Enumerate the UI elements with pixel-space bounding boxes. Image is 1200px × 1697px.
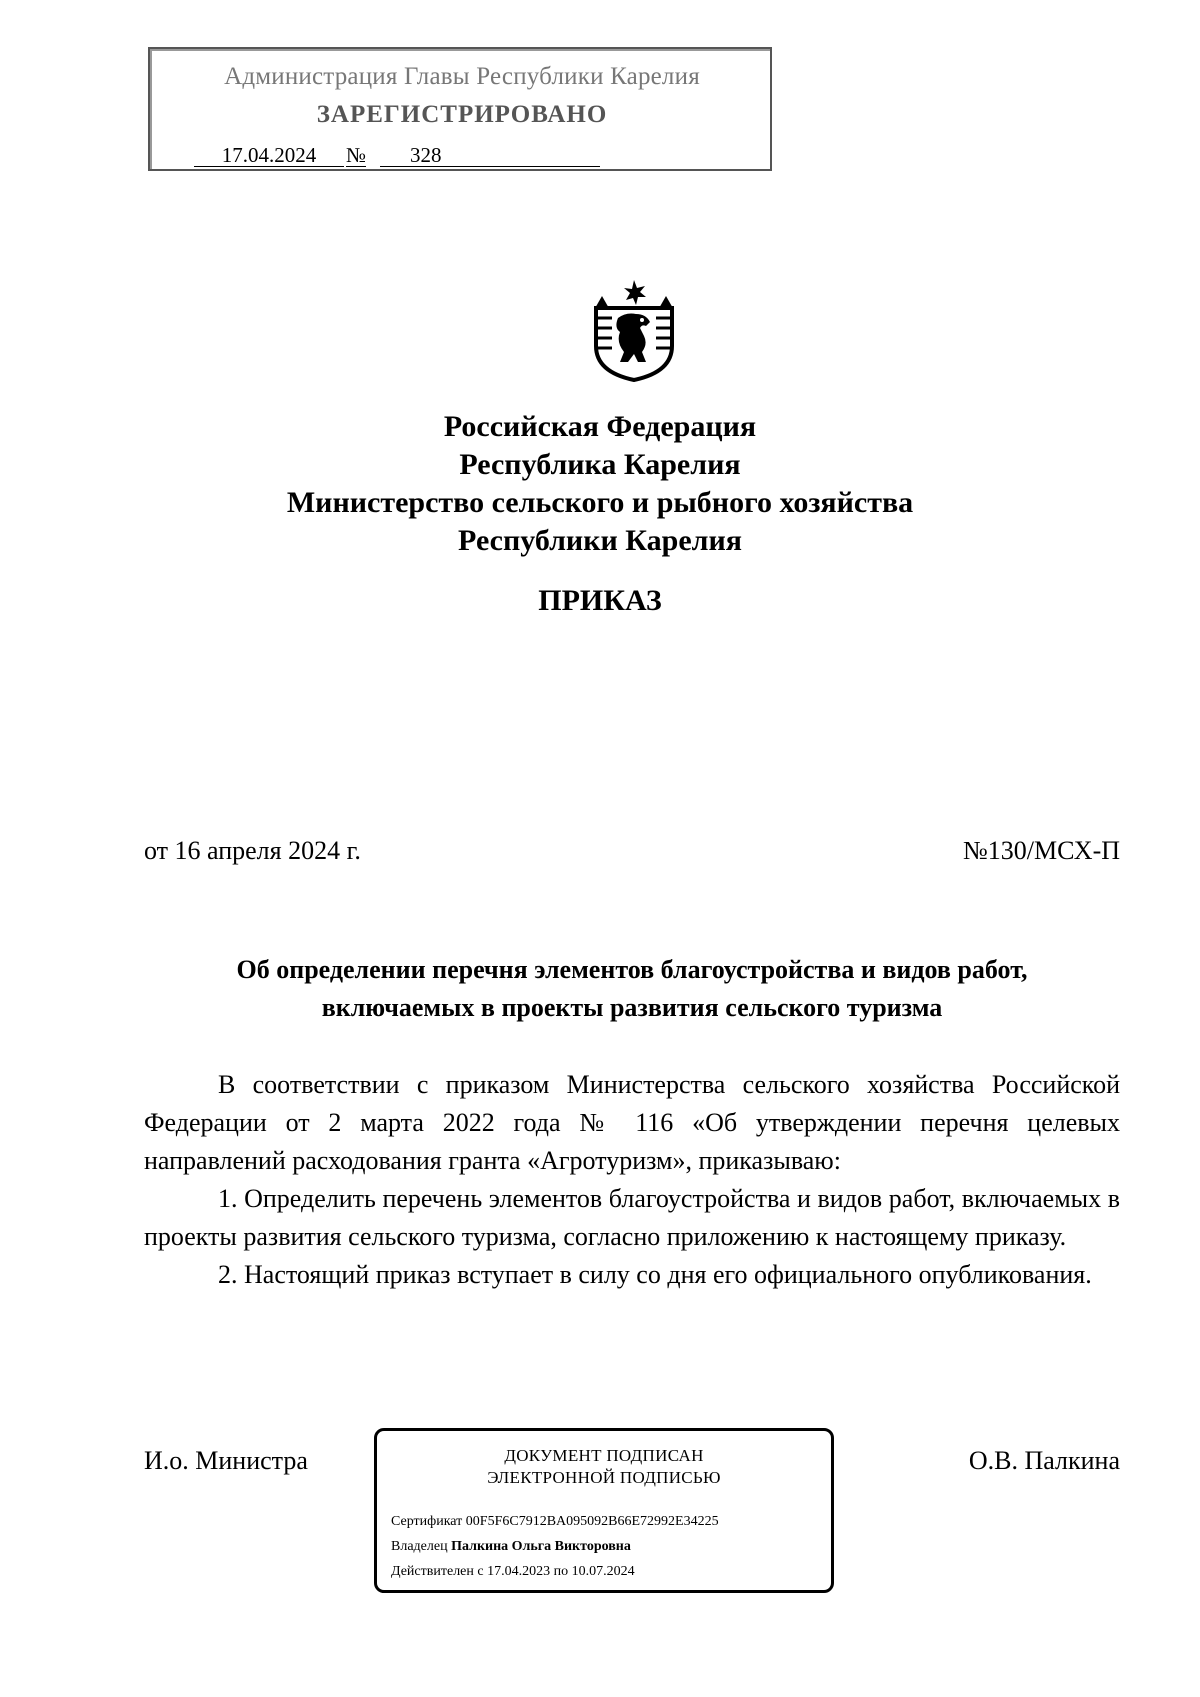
signatory-title: И.о. Министра <box>144 1446 308 1475</box>
body-paragraph-preamble: В соответствии с приказом Министерства сельского хозяйства Российской Федерации от 2 марта 2022 года № 116 «Об утверждении перечня целевых направлений расходования гранта «Агротуризм», приказываю: <box>144 1070 1120 1175</box>
esig-owner-label: Владелец <box>391 1539 448 1554</box>
esig-valid-label: Действителен с <box>391 1564 484 1579</box>
document-type: ПРИКАЗ <box>538 584 662 617</box>
esig-valid-from: 17.04.2023 <box>487 1564 551 1579</box>
header-republic: Республика Карелия <box>459 448 741 481</box>
esig-owner <box>391 1538 631 1556</box>
esig-certificate-label: Сертификат <box>391 1514 463 1529</box>
karelia-coat-of-arms-icon <box>588 278 680 382</box>
subject-line-2: включаемых в проекты развития сельского туризма <box>321 993 943 1022</box>
body-paragraph-item-2: 2. Настоящий приказ вступает в силу со дня его официального опубликования. <box>218 1260 1092 1289</box>
registration-date: 17.04.2024 <box>194 144 344 167</box>
subject-line-1: Об определении перечня элементов благоустройства и видов работ, <box>236 955 1028 984</box>
signatory-name: О.В. Палкина <box>968 1446 1120 1475</box>
registration-number: 328 <box>380 144 600 167</box>
header-ministry-region: Республики Карелия <box>458 524 742 557</box>
document-date: от 16 апреля 2024 г. <box>144 836 361 865</box>
esig-certificate-value: 00F5F6C7912BA095092B66E72992E34225 <box>465 1514 719 1529</box>
registration-authority: Администрация Главы Республики Карелия <box>224 63 700 90</box>
esig-valid-to-label: по <box>553 1564 569 1579</box>
esig-valid-to: 10.07.2024 <box>571 1564 635 1579</box>
esig-validity <box>391 1563 635 1581</box>
esig-owner-value: Палкина Ольга Викторовна <box>451 1539 631 1554</box>
registration-number-sign: № <box>346 143 367 167</box>
header-ministry: Министерство сельского и рыбного хозяйства <box>286 486 914 519</box>
header-country: Российская Федерация <box>443 410 757 443</box>
esig-certificate <box>391 1513 719 1531</box>
electronic-signature-stamp <box>374 1428 834 1593</box>
document-number: №130/МСХ-П <box>962 836 1120 865</box>
body-paragraph-item-1: 1. Определить перечень элементов благоустройства и видов работ, включаемых в проекты развития сельского туризма, согласно приложению к настоящему приказу. <box>144 1184 1120 1251</box>
registration-stamp <box>148 47 772 171</box>
registration-status: ЗАРЕГИСТРИРОВАНО <box>316 101 608 128</box>
document-body <box>144 1066 1120 1294</box>
esig-heading-1: ДОКУМЕНТ ПОДПИСАН <box>504 1446 704 1465</box>
esig-heading-2: ЭЛЕКТРОННОЙ ПОДПИСЬЮ <box>487 1468 721 1487</box>
